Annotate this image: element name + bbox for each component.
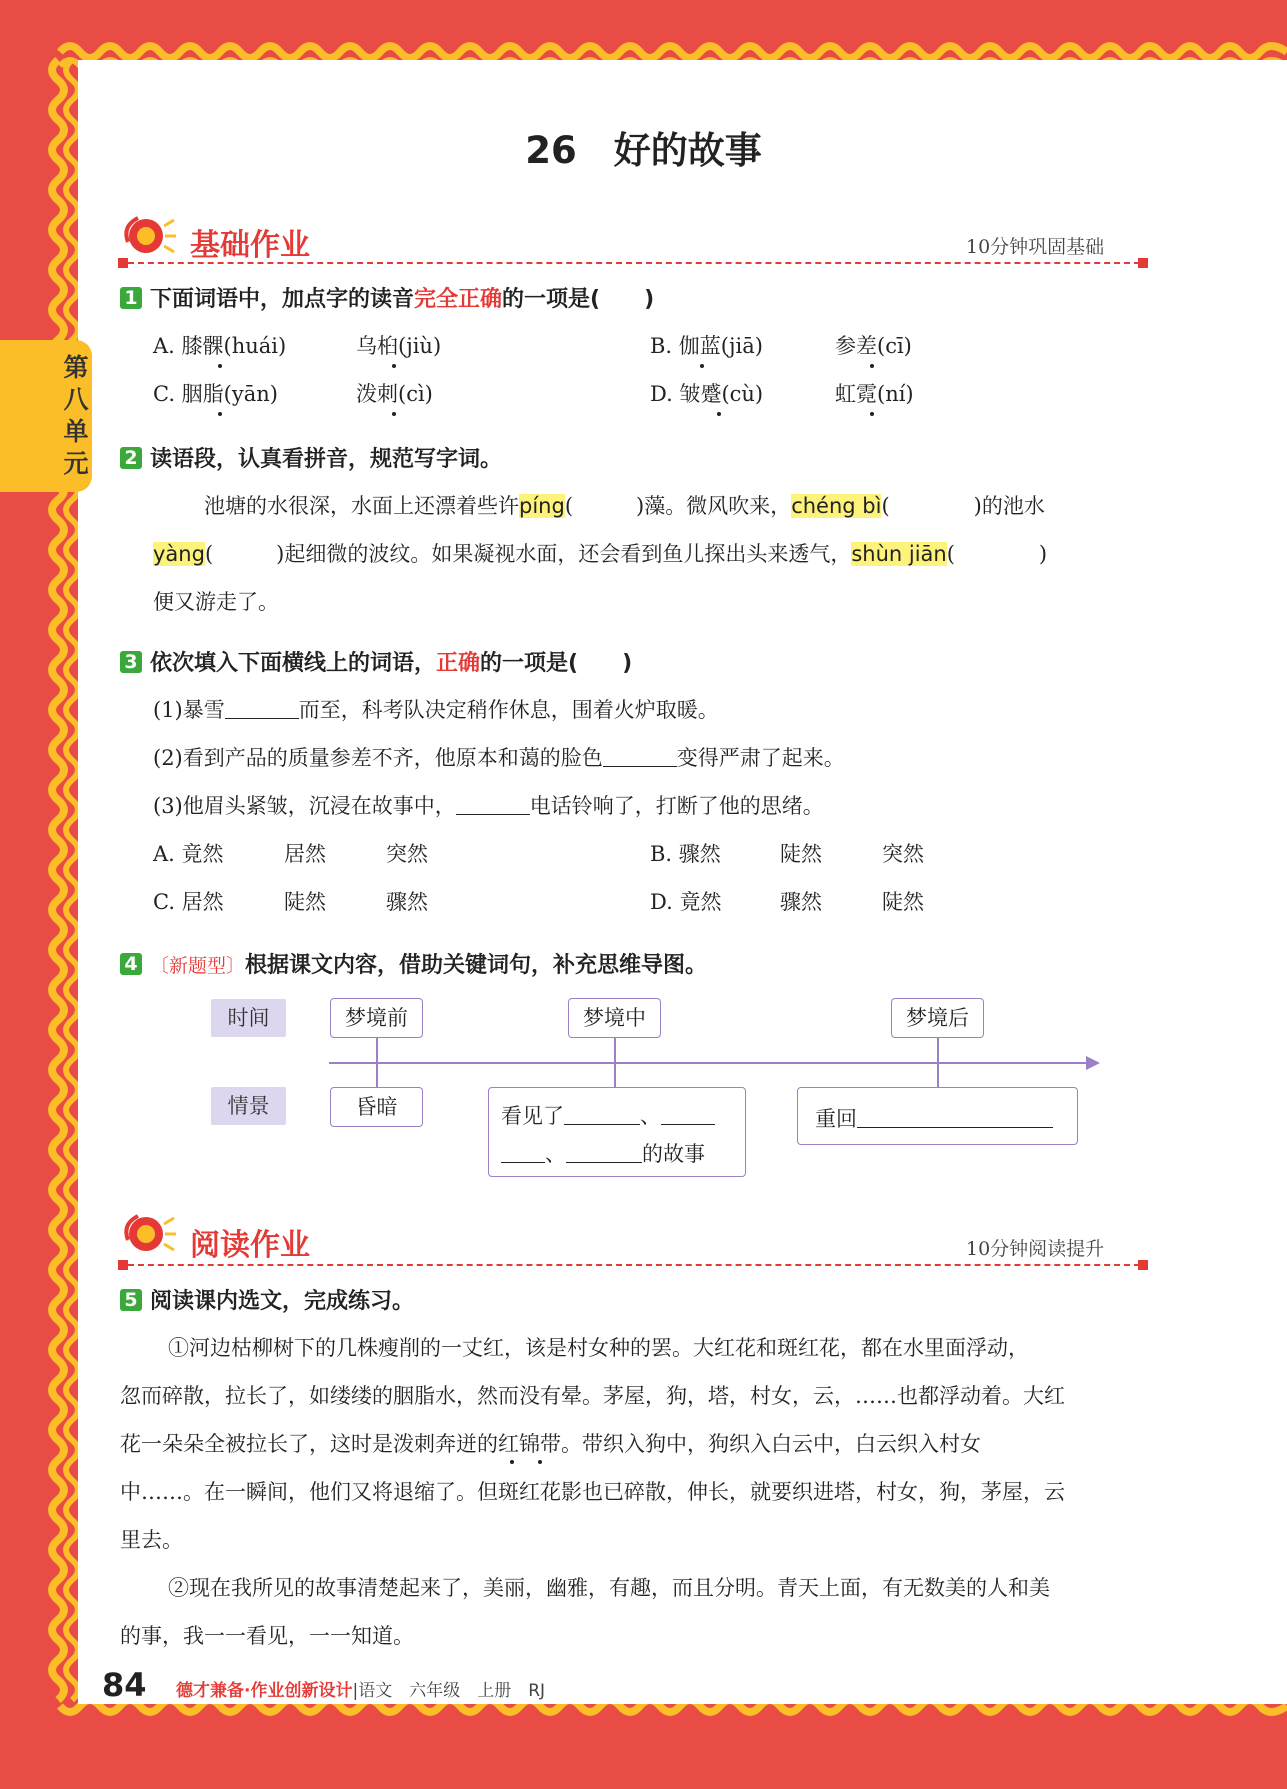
emphasis-dot [218,412,222,416]
q2-line-3: 便又游走了。 [153,590,279,614]
passage-p1-line5: 里去。 [120,1528,183,1552]
q3-s1-b: 而至，科考队决定稍作休息，围着火炉取暖。 [298,698,719,722]
q1-option-b1: B. 伽蓝(jiā) [650,334,763,358]
q3-stem [120,646,632,677]
passage-p1-line3: 花一朵朵全被拉长了，这时是泼刺奔迸的红锦带。带织入狗中，狗织入白云中，白云织入村女 [120,1432,981,1456]
q3-option-c1: C. 居然 [153,890,224,914]
q1-option-d2: 虹霓(ní) [835,382,914,406]
q1-option-c2: 泼刺(cì) [356,382,433,406]
emphasis-dot [510,1460,514,1464]
q5-text: 阅读课内选文，完成练习。 [150,1289,415,1314]
fill-blank[interactable] [501,1144,545,1163]
q2-line1-b: ( )藻。微风吹来， [564,494,792,518]
q3-option-c3: 骤然 [386,890,428,914]
q2-line-2 [153,538,1047,568]
pinyin-yang: yàng [153,542,205,566]
mm-scene-during [488,1087,746,1177]
q3-option-c2: 陡然 [284,890,326,914]
fill-blank[interactable] [225,700,299,719]
fill-blank[interactable] [603,748,677,767]
mm-scene-after-text: 重回 [815,1107,857,1131]
section-basic-title: 基础作业 [190,228,310,263]
q2-line1-c: ( )的池水 [881,494,1045,518]
q5-stem [120,1284,414,1315]
mm-scene-during-line1 [501,1100,715,1130]
emphasis-dot [392,412,396,416]
mm-sep: 、 [545,1142,566,1166]
arrow-right-icon [1086,1055,1102,1071]
q3-option-a3: 突然 [386,842,428,866]
mm-sep: 、 [640,1104,661,1128]
passage-p1-line4: 中……。在一瞬间，他们又将退缩了。但斑红花影也已碎散，伸长，就要织进塔，村女，狗，茅屋，云 [120,1480,1065,1504]
emphasis-dot [538,1460,542,1464]
q3-sentence-2 [153,742,845,772]
mm-connector [376,1038,378,1088]
q3-option-a1: A. 竟然 [153,842,224,866]
q4-text: 根据课文内容，借助关键词句，补充思维导图。 [245,953,708,978]
q2-text: 读语段，认真看拼音，规范写字词。 [150,447,503,472]
mm-connector [937,1038,939,1088]
q1-text-b: 的一项是( ) [502,287,655,312]
mm-scene-during-a: 看见了 [501,1104,564,1128]
q3-option-d2: 骤然 [780,890,822,914]
q1-option-b2: 参差(cī) [835,334,912,358]
dash-end [1138,258,1148,268]
unit-tab-label: 第八单元 [63,353,89,478]
fill-blank[interactable] [661,1106,715,1125]
q2-number: 2 [120,447,142,469]
mm-scene-before: 昏暗 [330,1087,423,1127]
section-basic-divider [128,262,1140,264]
footer-sep: | [352,1681,359,1701]
q3-option-d3: 陡然 [882,890,924,914]
q2-line2-b: ( ) [946,542,1048,566]
q1-option-c1: C. 胭脂(yān) [153,382,278,406]
section-reading-note: 10分钟阅读提升 [966,1238,1105,1260]
q3-text-red: 正确 [436,651,481,676]
passage-p2-line2: 的事，我一一看见，一一知道。 [120,1624,414,1648]
q2-line-1 [204,490,1045,520]
emphasis-dot [218,364,222,368]
q2-line1-a: 池塘的水很深，水面上还漂着些许 [204,494,519,518]
footer-brand: 德才兼备·作业创新设计 [176,1681,353,1701]
q3-text-a: 依次填入下面横线上的词语， [150,651,437,676]
q3-sentence-1 [153,694,719,724]
passage-p2-line1: ②现在我所见的故事清楚起来了，美丽，幽雅，有趣，而且分明。青天上面，有无数美的人和美 [168,1576,1050,1600]
mm-scene-after [797,1087,1078,1145]
pinyin-cheng-bi: chéng bì [791,494,882,518]
mm-time-during: 梦境中 [568,998,661,1038]
q4-number: 4 [120,953,142,975]
fill-blank[interactable] [456,796,530,815]
section-reading-title: 阅读作业 [190,1228,310,1263]
q1-number: 1 [120,287,142,309]
pinyin-ping: píng [519,494,565,518]
q1-option-a2: 乌桕(jiù) [356,334,442,358]
q3-s2-b: 变得严肃了起来。 [676,746,845,770]
mm-row-scene: 情景 [211,1087,286,1125]
dash-end [1138,1260,1148,1270]
mm-row-time: 时间 [211,999,286,1037]
fill-blank[interactable] [566,1144,642,1163]
q1-option-d1: D. 皱蹙(cù) [650,382,764,406]
q3-option-a2: 居然 [284,842,326,866]
q2-stem [120,442,502,473]
fill-blank[interactable] [857,1109,1053,1128]
mm-scene-during-line2 [501,1138,705,1168]
pinyin-shun-jian: shùn jiān [851,542,947,566]
q2-line2-a: ( )起细微的波纹。如果凝视水面，还会看到鱼儿探出头来透气， [204,542,852,566]
q3-sentence-3 [153,790,824,820]
q5-number: 5 [120,1289,142,1311]
section-basic-note: 10分钟巩固基础 [966,236,1105,258]
dash-end [118,1260,128,1270]
section-reading-divider [128,1264,1140,1266]
passage-p1-line2: 忽而碎散，拉长了，如缕缕的胭脂水，然而没有晕。茅屋，狗，塔，村女，云，……也都浮动着。大红 [120,1384,1065,1408]
mm-time-after: 梦境后 [891,998,984,1038]
q3-number: 3 [120,651,142,673]
q4-stem [120,948,707,979]
q3-option-d1: D. 竟然 [650,890,722,914]
mm-scene-during-b: 的故事 [642,1142,705,1166]
emphasis-dot [700,364,704,368]
q3-s3-b: 电话铃响了，打断了他的思绪。 [529,794,824,818]
mm-connector [614,1038,616,1088]
mm-timeline [329,1062,1089,1064]
bell-icon [118,212,178,262]
emphasis-dot [870,364,874,368]
dash-end [118,258,128,268]
mm-time-before: 梦境前 [330,998,423,1038]
fill-blank[interactable] [564,1106,640,1125]
q3-s1-a: (1)暴雪 [153,698,225,722]
q3-option-b3: 突然 [882,842,924,866]
q1-text-red: 完全正确 [414,287,503,312]
emphasis-dot [392,364,396,368]
q1-stem [120,282,654,313]
footer-line [176,1676,545,1701]
q3-option-b2: 陡然 [780,842,822,866]
q1-text-a: 下面词语中，加点字的读音 [150,287,415,312]
page-number: 84 [102,1666,147,1704]
mm-scene-after-line [815,1103,1053,1133]
lesson-title: 26 好的故事 [525,129,762,172]
q1-option-a1: A. 膝髁(huái) [153,334,287,358]
q3-text-b: 的一项是( ) [480,651,633,676]
bell-icon [118,1210,178,1260]
q3-option-b1: B. 骤然 [650,842,721,866]
footer-info: 语文 六年级 上册 RJ [358,1681,546,1701]
passage-p1-line1: ①河边枯柳树下的几株瘦削的一丈红，该是村女种的罢。大红花和斑红花，都在水里面浮动， [168,1336,1029,1360]
emphasis-dot [717,412,721,416]
q3-s2-a: (2)看到产品的质量参差不齐，他原本和蔼的脸色 [153,746,603,770]
q3-s3-a: (3)他眉头紧皱，沉浸在故事中， [153,794,456,818]
new-type-tag: 〔新题型〕 [150,955,246,977]
emphasis-dot [870,412,874,416]
